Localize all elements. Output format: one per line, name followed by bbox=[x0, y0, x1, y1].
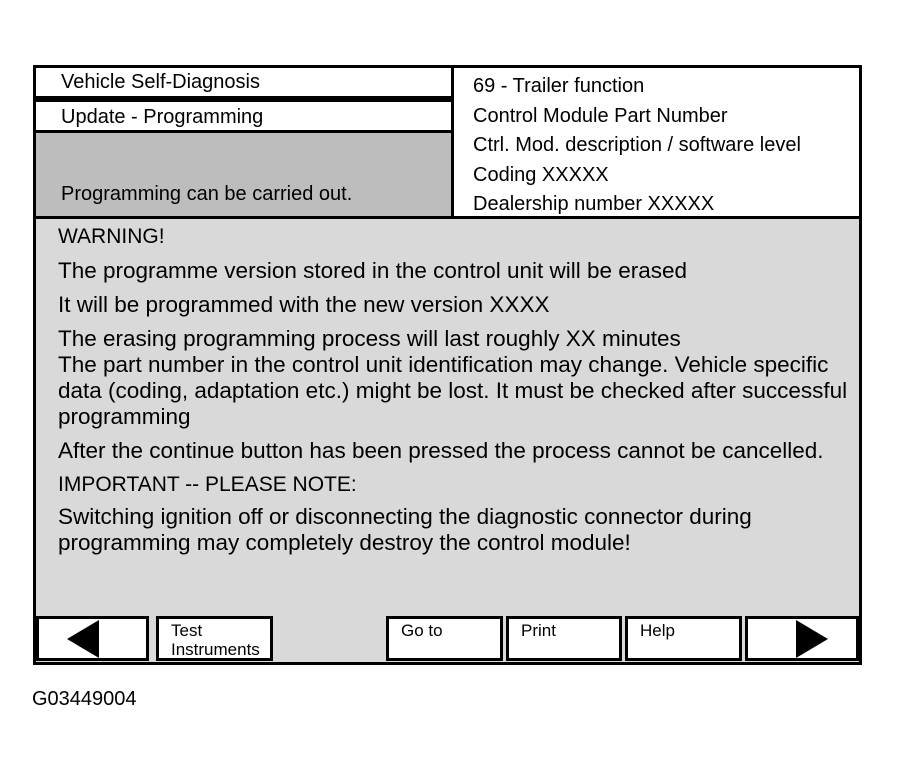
status-panel bbox=[36, 133, 454, 219]
coding-line: Coding XXXXX bbox=[473, 163, 609, 186]
next-button[interactable] bbox=[745, 616, 859, 661]
goto-button[interactable]: Go to bbox=[386, 616, 503, 661]
back-button[interactable] bbox=[36, 616, 149, 661]
status-text: Programming can be carried out. bbox=[61, 183, 353, 205]
message-line: After the continue button has been pressed the process cannot be cancelled. bbox=[58, 438, 824, 463]
figure-id: G03449004 bbox=[32, 688, 137, 710]
screen-title: Vehicle Self-Diagnosis bbox=[36, 68, 454, 99]
button-toolbar bbox=[36, 616, 859, 665]
left-arrow-icon bbox=[67, 620, 99, 658]
button-label: Test bbox=[171, 621, 203, 640]
button-label: Instruments bbox=[171, 640, 260, 659]
function-line: 69 - Trailer function bbox=[473, 75, 645, 97]
message-line: The programme version stored in the control unit will be erased bbox=[58, 258, 688, 283]
dealership-line: Dealership number XXXXX bbox=[473, 193, 715, 215]
warning-heading: WARNING! bbox=[58, 225, 165, 248]
message-line: The erasing programming process will last roughly XX minutes bbox=[58, 326, 681, 351]
software-level-line: Ctrl. Mod. description / software level bbox=[473, 134, 801, 156]
part-number-line: Control Module Part Number bbox=[473, 104, 728, 127]
module-info-panel bbox=[454, 68, 859, 219]
help-button[interactable]: Help bbox=[625, 616, 742, 661]
print-button[interactable]: Print bbox=[506, 616, 622, 661]
message-line: Switching ignition off or disconnecting the diagnostic connector during programming may completely destroy the control module! bbox=[58, 504, 752, 555]
warning-message bbox=[58, 224, 848, 556]
message-line: The part number in the control unit identification may change. Vehicle specific data (coding, adaptation etc.) might be lost. It must be checked after successful programming bbox=[58, 352, 848, 429]
important-heading: IMPORTANT -- PLEASE NOTE: bbox=[58, 473, 357, 496]
diagnosis-screen bbox=[33, 65, 862, 665]
message-line: It will be programmed with the new version XXXX bbox=[58, 292, 550, 317]
right-arrow-icon bbox=[796, 620, 828, 658]
screen-subtitle: Update - Programming bbox=[36, 99, 454, 133]
test-instruments-button[interactable] bbox=[156, 616, 273, 661]
